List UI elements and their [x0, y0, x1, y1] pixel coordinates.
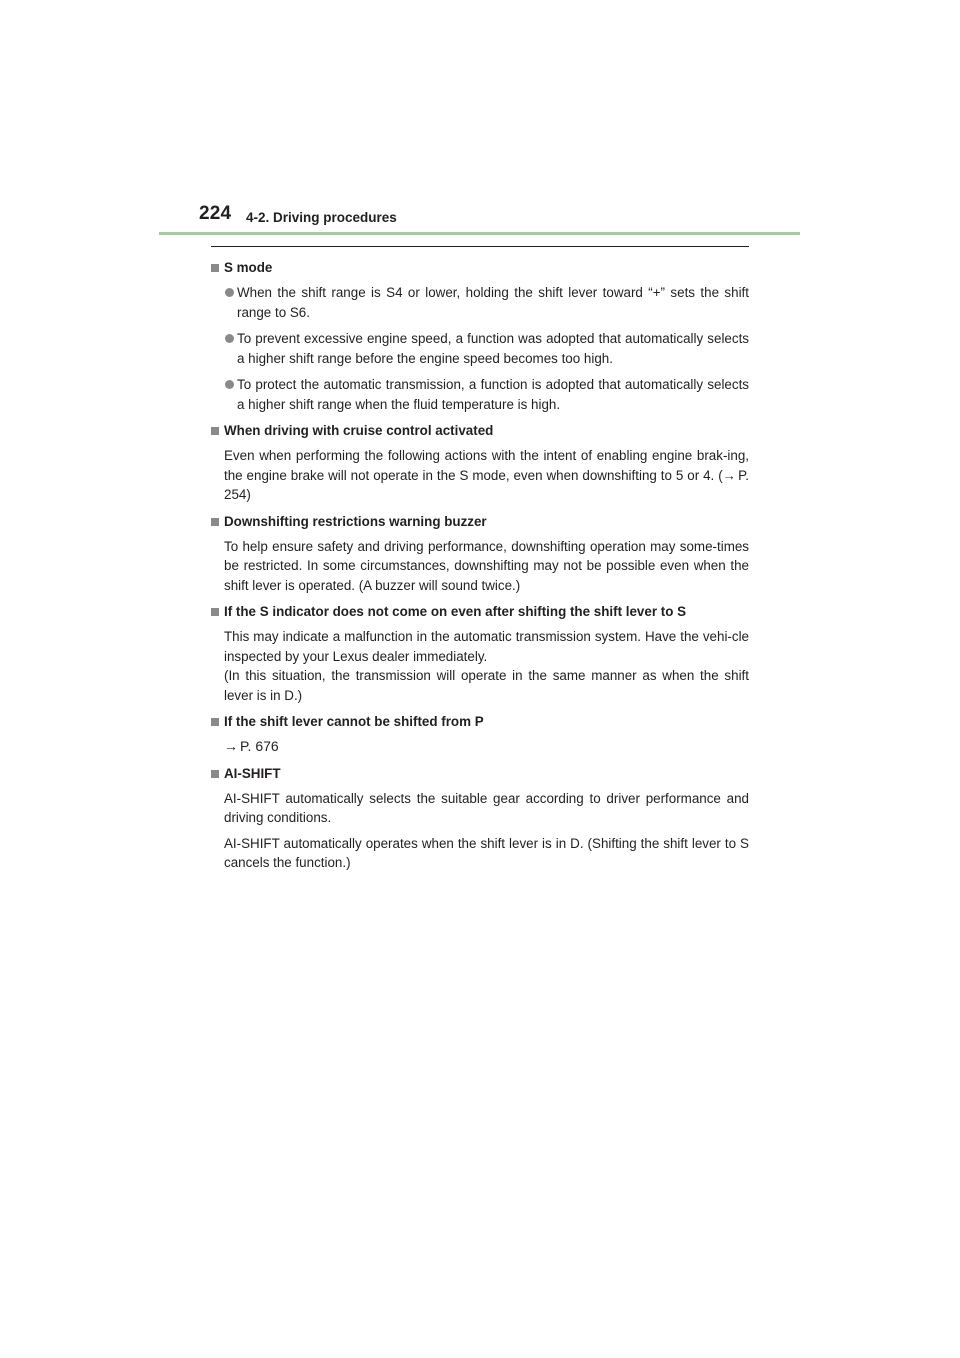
- list-item: [211, 329, 749, 368]
- section-title: 4-2. Driving procedures: [246, 210, 397, 225]
- list-item-text: To protect the automatic transmission, a function is adopted that automatically selects a higher shift range when the fluid temperature is high.: [237, 377, 749, 412]
- heading-text: S mode: [224, 260, 273, 275]
- section-lever-p: [211, 712, 749, 757]
- paragraph: [211, 537, 749, 596]
- round-bullet-icon: [225, 380, 234, 389]
- square-bullet-icon: [211, 608, 219, 616]
- paragraph: [211, 789, 749, 828]
- list-item: [211, 375, 749, 414]
- section-heading: [211, 712, 749, 732]
- square-bullet-icon: [211, 264, 219, 272]
- arrow-right-icon: →: [224, 738, 238, 754]
- paragraph-text: This may indicate a malfunction in the automatic transmission system. Have the vehi-cle inspected by your Lexus dealer immediately.: [224, 629, 749, 664]
- square-bullet-icon: [211, 427, 219, 435]
- list-item-text: To prevent excessive engine speed, a function was adopted that automatically selects a higher shift range before the engine speed becomes too high.: [237, 331, 749, 366]
- heading-text: If the S indicator does not come on even after shifting the shift lever to S: [224, 604, 687, 619]
- paragraph-text-end: ): [246, 487, 251, 502]
- section-cruise-control: [211, 421, 749, 505]
- round-bullet-icon: [225, 334, 234, 343]
- section-s-mode: [211, 258, 749, 414]
- page-content: [211, 258, 749, 880]
- section-ai-shift: [211, 764, 749, 873]
- section-heading: [211, 602, 749, 622]
- list-item-text: When the shift range is S4 or lower, holding the shift lever toward “+” sets the shift range to S6.: [237, 285, 749, 320]
- paragraph-text: To help ensure safety and driving performance, downshifting operation may some-times be restricted. In some circumstances, downshifting may not be possible even when the shift lever is operated. (A buzzer will sound twice.): [224, 538, 749, 593]
- section-s-indicator: [211, 602, 749, 705]
- list-item: [211, 283, 749, 322]
- paragraph: [211, 446, 749, 505]
- section-heading: [211, 421, 749, 441]
- paragraph: [211, 627, 749, 705]
- header-rule: [159, 232, 800, 235]
- square-bullet-icon: [211, 770, 219, 778]
- section-heading: [211, 258, 749, 278]
- section-downshift-buzzer: [211, 512, 749, 596]
- page-reference: [211, 737, 749, 757]
- section-heading: [211, 512, 749, 532]
- page-reference-link[interactable]: P. 676: [240, 738, 279, 754]
- square-bullet-icon: [211, 718, 219, 726]
- heading-text: Downshifting restrictions warning buzzer: [224, 513, 487, 529]
- content-top-rule: [211, 246, 749, 247]
- heading-text: When driving with cruise control activated: [224, 423, 494, 438]
- paragraph-text: (In this situation, the transmission will operate in the same manner as when the shift lever is in D.): [224, 668, 749, 703]
- paragraph: [211, 834, 749, 873]
- arrow-right-icon: →: [722, 467, 737, 483]
- paragraph-text: AI-SHIFT automatically operates when the shift lever is in D. (Shifting the shift lever to S cancels the function.): [224, 835, 749, 870]
- paragraph-text: AI-SHIFT automatically selects the suitable gear according to driver performance and driving conditions.: [224, 790, 749, 825]
- square-bullet-icon: [211, 518, 219, 526]
- paragraph-text: Even when performing the following actions with the intent of enabling engine brak-ing, the engine brake will not operate in the S mode, even when downshifting to 5 or 4. (: [224, 448, 749, 483]
- page-header: [0, 0, 960, 240]
- page-reference-link[interactable]: P. 254: [224, 467, 749, 502]
- round-bullet-icon: [225, 288, 234, 297]
- section-heading: [211, 764, 749, 784]
- heading-text: AI-SHIFT: [224, 765, 281, 781]
- heading-text: If the shift lever cannot be shifted from P: [224, 714, 484, 729]
- page-number: 224: [199, 203, 232, 224]
